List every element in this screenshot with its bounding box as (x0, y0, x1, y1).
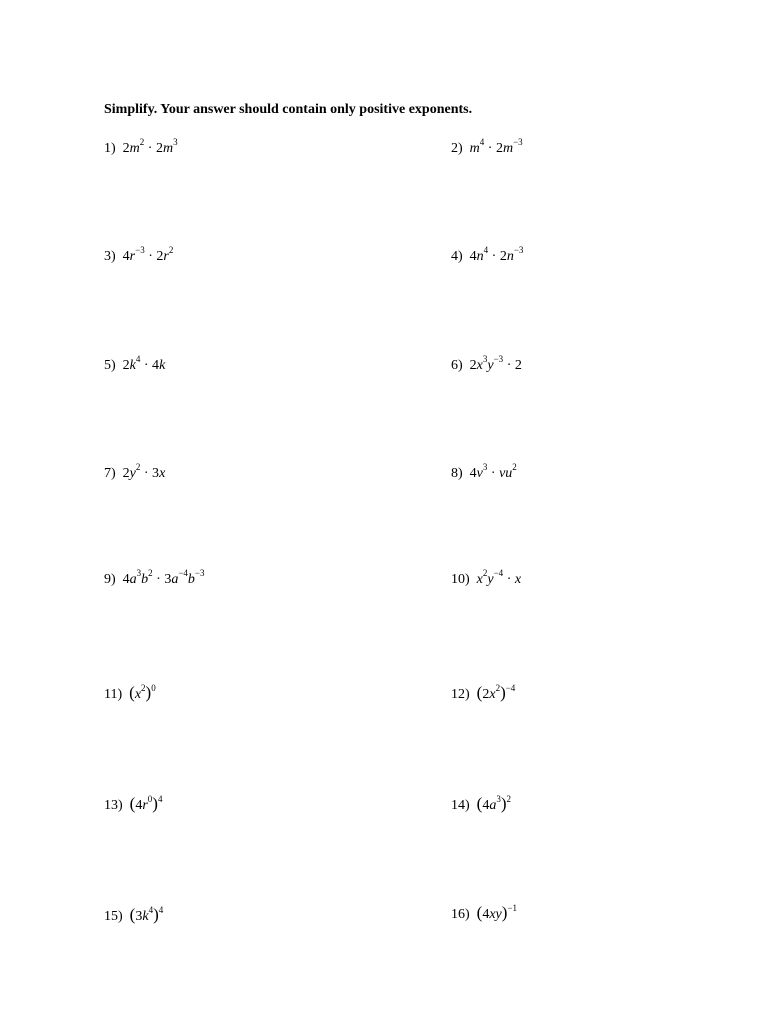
problem-expression: $2k^4 \cdot 4k$ (122, 354, 166, 373)
problem-expression: $4r^{-3} \cdot 2r^2$ (122, 245, 174, 264)
problem-number: 7) (104, 466, 116, 481)
problem-number: 9) (104, 572, 116, 587)
problem-number: 1) (104, 141, 116, 156)
problem-expression: $m^4 \cdot 2m^{-3}$ (469, 137, 523, 156)
problem-number: 13) (104, 798, 123, 813)
problem-11 (104, 684, 156, 702)
problem-number: 4) (451, 249, 463, 264)
problem-number: 16) (451, 907, 470, 922)
problem-expression: $4a^3b^2 \cdot 3a^{-4}b^{-3}$ (122, 568, 205, 587)
problem-number: 5) (104, 358, 116, 373)
problem-16 (451, 904, 517, 922)
problem-number: 3) (104, 249, 116, 264)
problem-4 (451, 245, 524, 264)
problem-expression: $(2x^2)^{-4}$ (476, 683, 516, 702)
problem-expression: $(4xy)^{-1}$ (476, 903, 518, 922)
problem-9 (104, 568, 205, 587)
problem-8 (451, 462, 517, 481)
problem-14 (451, 795, 511, 813)
problem-3 (104, 245, 174, 264)
problem-13 (104, 795, 162, 813)
problem-expression: $2x^3y^{-3} \cdot 2$ (469, 354, 522, 373)
problem-number: 12) (451, 687, 470, 702)
problem-7 (104, 462, 166, 481)
problem-2 (451, 137, 523, 156)
problem-expression: $2m^2 \cdot 2m^3$ (122, 137, 178, 156)
problem-expression: $(4a^3)^2$ (476, 794, 512, 813)
problem-1 (104, 137, 178, 156)
problem-number: 10) (451, 572, 470, 587)
problem-expression: $(3k^4)^4$ (129, 905, 164, 924)
problem-number: 11) (104, 687, 123, 702)
problem-expression: $4n^4 \cdot 2n^{-3}$ (469, 245, 524, 264)
problem-expression: $(4r^0)^4$ (129, 794, 163, 813)
problem-10 (451, 568, 522, 587)
problem-number: 6) (451, 358, 463, 373)
problem-15 (104, 906, 163, 924)
problem-12 (451, 684, 515, 702)
problem-6 (451, 354, 522, 373)
problem-number: 8) (451, 466, 463, 481)
problem-number: 2) (451, 141, 463, 156)
problem-expression: $4v^3 \cdot vu^2$ (469, 462, 517, 481)
problem-number: 15) (104, 909, 123, 924)
problem-5 (104, 354, 166, 373)
problem-expression: $x^2y^{-4} \cdot x$ (476, 568, 522, 587)
problem-number: 14) (451, 798, 470, 813)
instructions-heading: Simplify. Your answer should contain only positive exponents. (104, 102, 473, 117)
problem-expression: $2y^2 \cdot 3x$ (122, 462, 166, 481)
problem-expression: $(x^2)^0$ (129, 683, 156, 702)
